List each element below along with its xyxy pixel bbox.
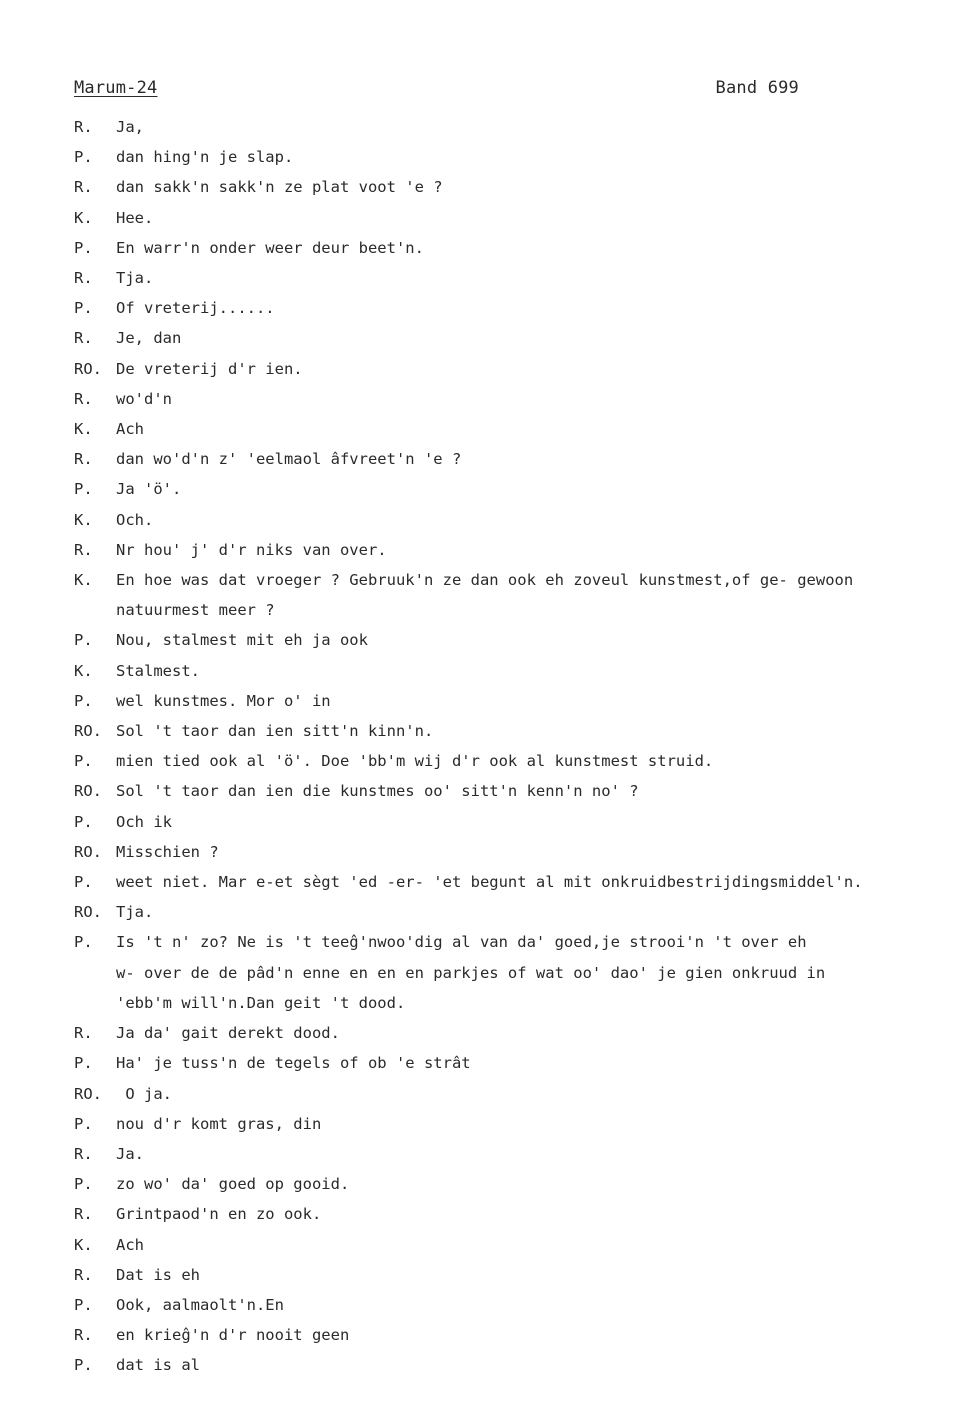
speaker-label: P. — [74, 1356, 93, 1375]
transcript-line — [74, 505, 964, 535]
transcript-line — [74, 474, 964, 504]
transcript-line — [74, 414, 964, 444]
utterance-text: w- over de de pâd'n enne en en en parkjes of wat oo' dao' je gien onkruud in — [116, 963, 826, 982]
utterance-text: Dat is eh — [116, 1265, 200, 1284]
utterance-text: Nou, stalmest mit eh ja ook — [116, 631, 368, 650]
speaker-label: K. — [74, 420, 93, 439]
utterance-text: Of vreterij...... — [116, 299, 275, 318]
transcript-line — [74, 927, 964, 957]
speaker-label: K. — [74, 1235, 93, 1254]
transcript-line — [74, 565, 964, 595]
utterance-text: En hoe was dat vroeger ? Gebruuk'n ze dan ook eh zoveul kunstmest,of ge- gewoon — [116, 571, 854, 590]
transcript-line — [74, 535, 964, 565]
speaker-label: P. — [74, 299, 93, 318]
utterance-text: Ook, aalmaolt'n.En — [116, 1295, 284, 1314]
utterance-text: Sol 't taor dan ien die kunstmes oo' sitt'n kenn'n no' ? — [116, 782, 639, 801]
transcript-line — [74, 1169, 964, 1199]
transcript-line — [74, 1018, 964, 1048]
utterance-text: Ja 'ö'. — [116, 480, 182, 499]
utterance-text: wel kunstmes. Mor o' in — [116, 691, 331, 710]
speaker-label: R. — [74, 178, 93, 197]
utterance-text: dan hing'n je slap. — [116, 148, 294, 167]
transcript-line — [74, 837, 964, 867]
speaker-label: K. — [74, 208, 93, 227]
speaker-label: K. — [74, 571, 93, 590]
speaker-label: R. — [74, 389, 93, 408]
transcript-line — [74, 293, 964, 323]
utterance-text: Grintpaod'n en zo ook. — [116, 1205, 322, 1224]
utterance-text: Is 't n' zo? Ne is 't teeĝ'nwoo'dig al van da' goed,je strooi'n 't over eh — [116, 933, 807, 952]
utterance-text: Ja da' gait derekt dood. — [116, 1024, 340, 1043]
transcript-line — [74, 1139, 964, 1169]
utterance-text: De vreterij d'r ien. — [116, 359, 303, 378]
utterance-text: zo wo' da' goed op gooid. — [116, 1175, 350, 1194]
utterance-text: O ja. — [116, 1084, 173, 1103]
tape-number: Band 699 — [715, 78, 799, 98]
transcript-line — [74, 323, 964, 353]
transcript-line — [74, 354, 964, 384]
transcript-line — [74, 1320, 964, 1350]
utterance-text: Stalmest. — [116, 661, 200, 680]
speaker-label: P. — [74, 933, 93, 952]
transcript-line — [74, 867, 964, 897]
utterance-text: natuurmest meer ? — [116, 601, 275, 620]
speaker-label: R. — [74, 1326, 93, 1345]
speaker-label: K. — [74, 661, 93, 680]
transcript-line — [74, 625, 964, 655]
speaker-label: P. — [74, 1114, 93, 1133]
utterance-text: Och ik — [116, 812, 172, 831]
utterance-text: nou d'r komt gras, din — [116, 1114, 322, 1133]
transcript-line — [74, 1048, 964, 1078]
transcript-line — [74, 1350, 964, 1380]
transcript-line — [74, 1079, 964, 1109]
transcript-line — [74, 1260, 964, 1290]
speaker-label: R. — [74, 1144, 93, 1163]
speaker-label: K. — [74, 510, 93, 529]
speaker-label: R. — [74, 118, 93, 136]
transcript-line — [74, 776, 964, 806]
transcript-body — [74, 112, 964, 1381]
utterance-text: Ja. — [116, 1144, 144, 1163]
utterance-text: dan sakk'n sakk'n ze plat voot 'e ? — [116, 178, 443, 197]
utterance-text: Tja. — [116, 903, 154, 922]
speaker-label: RO. — [74, 782, 102, 801]
speaker-label: P. — [74, 148, 93, 167]
utterance-text: Ja, — [116, 118, 144, 136]
transcript-line — [74, 595, 964, 625]
speaker-label: R. — [74, 450, 93, 469]
speaker-label: P. — [74, 1175, 93, 1194]
speaker-label: R. — [74, 269, 93, 288]
speaker-label: P. — [74, 691, 93, 710]
utterance-text: Ach — [116, 420, 144, 439]
speaker-label: R. — [74, 1265, 93, 1284]
transcript-line — [74, 1230, 964, 1260]
utterance-text: Ha' je tuss'n de tegels of ob 'e strât — [116, 1054, 471, 1073]
transcript-line — [74, 1109, 964, 1139]
transcript-line — [74, 233, 964, 263]
utterance-text: dan wo'd'n z' 'eelmaol âfvreet'n 'e ? — [116, 450, 462, 469]
transcript-line — [74, 172, 964, 202]
utterance-text: Ach — [116, 1235, 144, 1254]
speaker-label: RO. — [74, 722, 102, 741]
speaker-label: RO. — [74, 903, 102, 922]
transcript-line — [74, 384, 964, 414]
speaker-label: P. — [74, 812, 93, 831]
speaker-label: P. — [74, 1054, 93, 1073]
speaker-label: P. — [74, 631, 93, 650]
page-header — [74, 78, 799, 104]
speaker-label: P. — [74, 238, 93, 257]
document-id: Marum-24 — [74, 78, 158, 98]
speaker-label: R. — [74, 540, 93, 559]
transcript-line — [74, 142, 964, 172]
transcript-line — [74, 988, 964, 1018]
transcript-line — [74, 1199, 964, 1229]
speaker-label: RO. — [74, 1084, 102, 1103]
speaker-label: R. — [74, 329, 93, 348]
transcript-line — [74, 112, 964, 142]
speaker-label: R. — [74, 1205, 93, 1224]
utterance-text: weet niet. Mar e-et sègt 'ed -er- 'et begunt al mit onkruidbestrijdingsmiddel'n. — [116, 873, 863, 892]
transcript-line — [74, 686, 964, 716]
utterance-text: Hee. — [116, 208, 154, 227]
transcript-line — [74, 746, 964, 776]
utterance-text: En warr'n onder weer deur beet'n. — [116, 238, 424, 257]
transcript-line — [74, 897, 964, 927]
speaker-label: P. — [74, 1295, 93, 1314]
utterance-text: Sol 't taor dan ien sitt'n kinn'n. — [116, 722, 434, 741]
utterance-text: Je, dan — [116, 329, 182, 348]
utterance-text: Tja. — [116, 269, 154, 288]
speaker-label: P. — [74, 873, 93, 892]
utterance-text: Nr hou' j' d'r niks van over. — [116, 540, 387, 559]
utterance-text: mien tied ook al 'ö'. Doe 'bb'm wij d'r ook al kunstmest struid. — [116, 752, 714, 771]
utterance-text: dat is al — [116, 1356, 200, 1375]
transcript-line — [74, 716, 964, 746]
transcript-line — [74, 263, 964, 293]
utterance-text: 'ebb'm will'n.Dan geit 't dood. — [116, 993, 406, 1012]
speaker-label: RO. — [74, 359, 102, 378]
transcript-line — [74, 656, 964, 686]
transcript-line — [74, 444, 964, 474]
utterance-text: Misschien ? — [116, 842, 219, 861]
speaker-label: P. — [74, 752, 93, 771]
transcript-line — [74, 958, 964, 988]
utterance-text: wo'd'n — [116, 389, 172, 408]
speaker-label: RO. — [74, 842, 102, 861]
transcript-line — [74, 807, 964, 837]
utterance-text: en krieĝ'n d'r nooit geen — [116, 1326, 350, 1345]
transcript-line — [74, 1290, 964, 1320]
speaker-label: R. — [74, 1024, 93, 1043]
utterance-text: Och. — [116, 510, 154, 529]
speaker-label: P. — [74, 480, 93, 499]
transcript-line — [74, 203, 964, 233]
